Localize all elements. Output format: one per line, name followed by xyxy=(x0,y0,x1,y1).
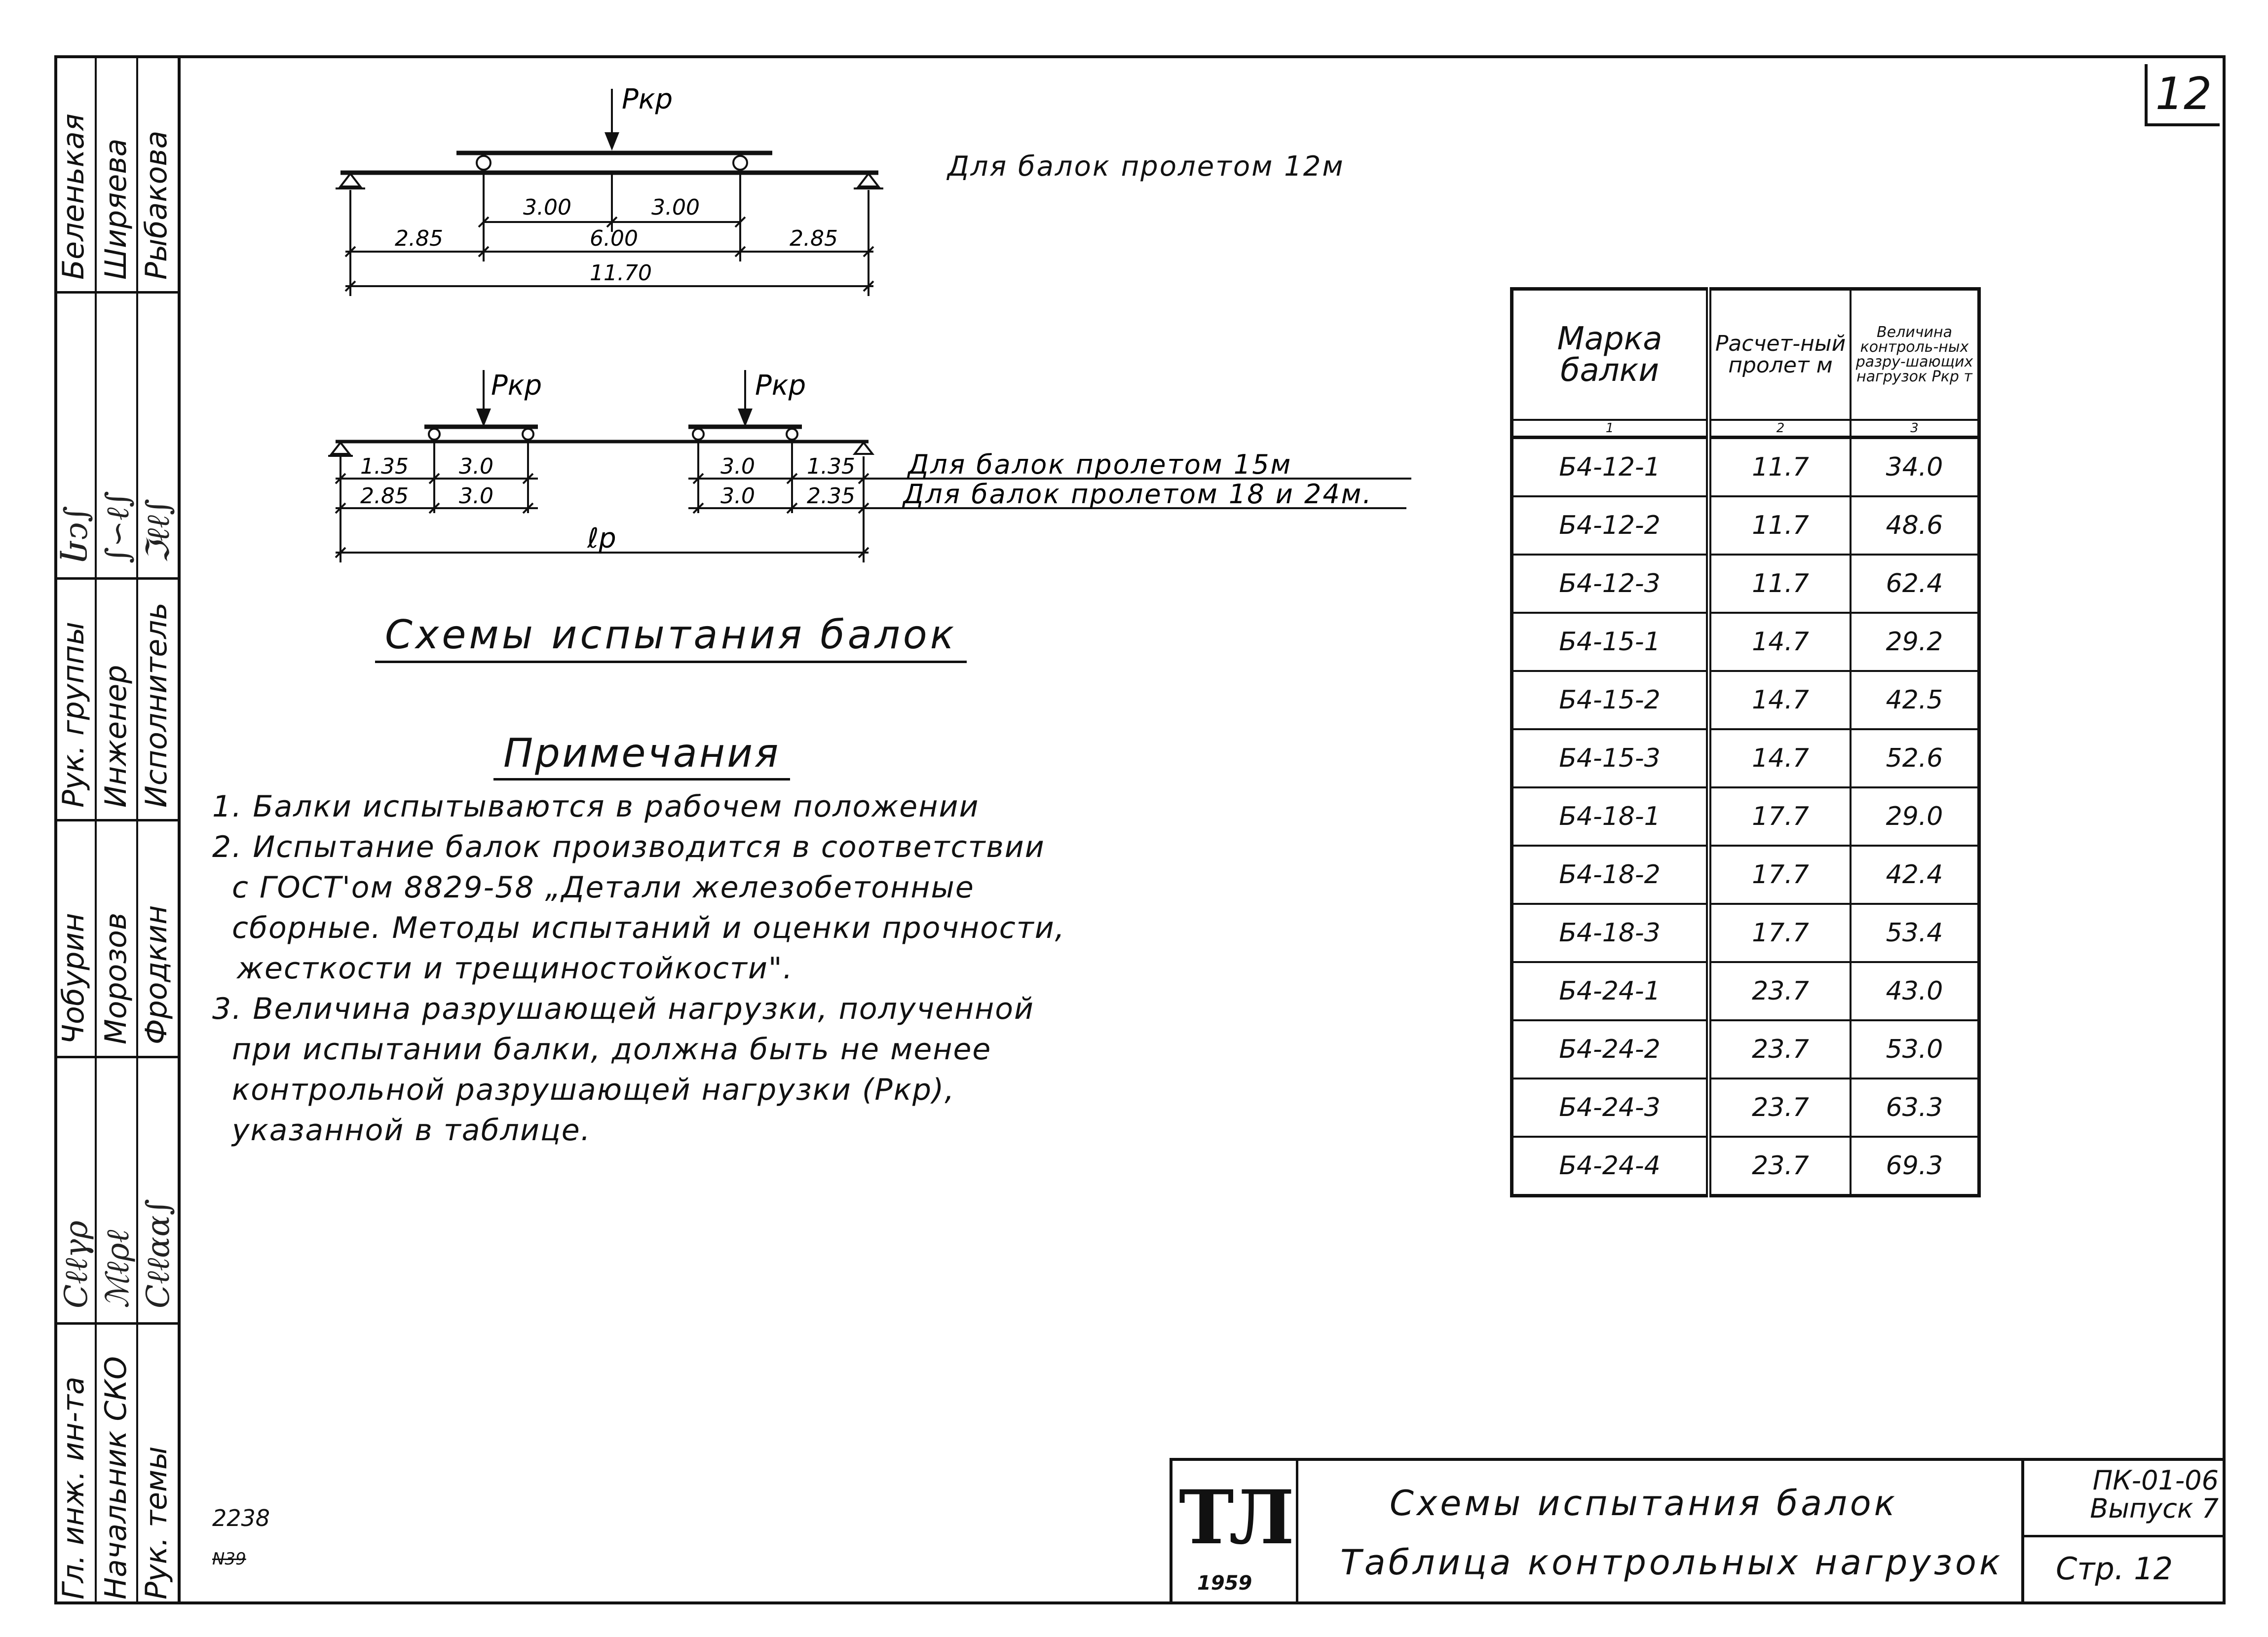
design-span: 23.7 xyxy=(1709,1020,1851,1079)
design-span: 14.7 xyxy=(1709,671,1851,729)
dim-label: 6.00 xyxy=(590,226,638,251)
note-line: 2. Испытание балок производится в соответствии xyxy=(212,830,1045,864)
tb-divider xyxy=(2021,1535,2226,1537)
stamp-row-divider xyxy=(54,1322,181,1325)
table-row xyxy=(1512,496,1979,555)
header-mark: Марка балки xyxy=(1512,289,1709,420)
document-code xyxy=(2041,1467,2219,1523)
table-row xyxy=(1512,962,1979,1020)
stamp-name: Рыбакова xyxy=(139,130,174,280)
dim-label: 2.85 xyxy=(360,484,409,509)
control-load: 29.0 xyxy=(1851,787,1979,846)
page-label: Стр. 12 xyxy=(2056,1551,2173,1587)
approval-stamp xyxy=(54,55,181,1604)
note-line: указанной в таблице. xyxy=(232,1113,591,1148)
control-load: 42.4 xyxy=(1851,846,1979,904)
dim-label: 3.0 xyxy=(720,484,755,509)
beam-mark: Б4-24-1 xyxy=(1512,962,1709,1020)
beam-mark: Б4-15-1 xyxy=(1512,613,1709,671)
control-load: 62.4 xyxy=(1851,555,1979,613)
stamp-role: Рук. группы xyxy=(56,621,91,808)
control-load: 34.0 xyxy=(1851,437,1979,496)
stamp-name: Морозов xyxy=(99,912,133,1044)
archive-number: 2238 xyxy=(212,1505,270,1531)
dim-label: 2.35 xyxy=(807,484,855,509)
control-load: 69.3 xyxy=(1851,1137,1979,1196)
logo-year: 1959 xyxy=(1197,1572,1252,1595)
stamp-name: Фродкин xyxy=(139,905,174,1044)
doc-code: ПК-01-06 xyxy=(2092,1465,2219,1496)
control-load: 53.0 xyxy=(1851,1020,1979,1079)
dim-label: 2.85 xyxy=(395,226,443,251)
stamp-col-divider xyxy=(136,55,138,1604)
dim-label: 3.0 xyxy=(459,484,493,509)
control-load: 48.6 xyxy=(1851,496,1979,555)
stamp-row-divider xyxy=(54,819,181,821)
stamp-col-divider xyxy=(95,55,97,1604)
header-span: Расчет-ный пролет м xyxy=(1709,289,1851,420)
control-load: 63.3 xyxy=(1851,1079,1979,1137)
stamp-row-divider xyxy=(54,291,181,294)
doc-issue: Выпуск 7 xyxy=(2090,1492,2219,1524)
beam-mark: Б4-18-1 xyxy=(1512,787,1709,846)
signature: ℳℓρℓ xyxy=(100,1229,136,1308)
signature: ℑℓℓ∫ xyxy=(140,498,177,563)
table-row xyxy=(1512,1079,1979,1137)
dim-label: 2.85 xyxy=(790,226,838,251)
table-row xyxy=(1512,613,1979,671)
design-span: 17.7 xyxy=(1709,787,1851,846)
table-header-row xyxy=(1512,289,1979,420)
note-line: сборные. Методы испытаний и оценки прочности, xyxy=(232,911,1065,945)
table-row xyxy=(1512,555,1979,613)
load-label: Ркр xyxy=(491,370,542,402)
table-row xyxy=(1512,787,1979,846)
design-span: 23.7 xyxy=(1709,1079,1851,1137)
control-load: 43.0 xyxy=(1851,962,1979,1020)
beam-mark: Б4-24-4 xyxy=(1512,1137,1709,1196)
beam-diagram-12m xyxy=(326,79,1115,316)
sheet-title-1: Схемы испытания балок xyxy=(1390,1483,1898,1524)
caption-12m: Для балок пролетом 12м xyxy=(947,150,1345,183)
column-number: 2 xyxy=(1709,420,1851,438)
design-span: 17.7 xyxy=(1709,846,1851,904)
beam-mark: Б4-12-1 xyxy=(1512,437,1709,496)
stamp-name: Беленькая xyxy=(56,113,91,280)
load-label: Ркр xyxy=(755,370,806,402)
dim-label: 11.70 xyxy=(590,260,652,286)
beam-mark: Б4-18-2 xyxy=(1512,846,1709,904)
title-block xyxy=(1170,1458,2226,1604)
notes-heading: Примечания xyxy=(493,730,790,781)
note-line: контрольной разрушающей нагрузки (Ркр), xyxy=(232,1073,955,1107)
stamp-row-divider xyxy=(54,1056,181,1058)
stamp-name: Чобурин xyxy=(56,913,91,1044)
beam-mark: Б4-18-3 xyxy=(1512,904,1709,962)
tb-divider xyxy=(2021,1461,2024,1604)
dim-label: 3.0 xyxy=(720,454,755,479)
sheet-title-2: Таблица контрольных нагрузок xyxy=(1340,1542,2003,1583)
control-load: 42.5 xyxy=(1851,671,1979,729)
design-span: 23.7 xyxy=(1709,962,1851,1020)
note-line: при испытании балки, должна быть не менее xyxy=(232,1032,992,1067)
design-span: 11.7 xyxy=(1709,555,1851,613)
load-label: Ркр xyxy=(622,83,673,115)
dim-label: 1.35 xyxy=(360,454,409,479)
table-row xyxy=(1512,729,1979,787)
beam-mark: Б4-24-3 xyxy=(1512,1079,1709,1137)
stamp-role: Начальник СКО xyxy=(99,1356,133,1600)
note-line: жесткости и трещиностойкости". xyxy=(237,951,794,986)
control-load: 52.6 xyxy=(1851,729,1979,787)
control-load: 53.4 xyxy=(1851,904,1979,962)
stamp-row-divider xyxy=(54,577,181,580)
table-row xyxy=(1512,904,1979,962)
dim-label: 3.0 xyxy=(459,454,493,479)
column-number: 3 xyxy=(1851,420,1979,438)
table-row xyxy=(1512,437,1979,496)
table-row xyxy=(1512,1020,1979,1079)
table-row xyxy=(1512,671,1979,729)
design-span: 17.7 xyxy=(1709,904,1851,962)
caption-18-24m: Для балок пролетом 18 и 24м. xyxy=(903,479,1373,510)
stamp-role: Гл. инж. ин-та xyxy=(56,1377,91,1600)
column-number-row xyxy=(1512,420,1979,438)
beam-diagram-15-24m xyxy=(321,365,1456,572)
beam-mark: Б4-24-2 xyxy=(1512,1020,1709,1079)
tb-divider xyxy=(1296,1461,1298,1604)
section-title: Схемы испытания балок xyxy=(375,612,967,663)
caption-15m: Для балок пролетом 15м xyxy=(908,449,1292,480)
logo: ТЛ xyxy=(1178,1474,1290,1561)
beam-mark: Б4-15-2 xyxy=(1512,671,1709,729)
note-line: с ГОСТ'ом 8829-58 „Детали железобетонные xyxy=(232,870,975,905)
signature: ∫∽ℓ∫ xyxy=(100,491,136,563)
stamp-name: Ширяева xyxy=(99,138,133,280)
signature: Сℓℓαα∫ xyxy=(140,1198,177,1308)
note-line: 1. Балки испытываются в рабочем положении xyxy=(212,789,980,824)
table-row xyxy=(1512,846,1979,904)
design-span: 23.7 xyxy=(1709,1137,1851,1196)
beam-mark: Б4-15-3 xyxy=(1512,729,1709,787)
signature: Сℓℓγρ xyxy=(58,1220,95,1308)
beam-mark: Б4-12-3 xyxy=(1512,555,1709,613)
archive-small-number: N39 xyxy=(212,1549,246,1569)
design-span: 14.7 xyxy=(1709,613,1851,671)
stamp-role: Рук. темы xyxy=(139,1446,174,1600)
span-label: ℓр xyxy=(587,522,616,555)
sheet-number: 12 xyxy=(2145,64,2220,126)
dim-label: 1.35 xyxy=(807,454,855,479)
dim-label: 3.00 xyxy=(523,195,571,220)
signature: Ⴑↄ∫ xyxy=(58,506,95,563)
column-number: 1 xyxy=(1512,420,1709,438)
control-load: 29.2 xyxy=(1851,613,1979,671)
note-line: 3. Величина разрушающей нагрузки, полученной xyxy=(212,992,1034,1026)
table-row xyxy=(1512,1137,1979,1196)
stamp-role: Инженер xyxy=(99,665,133,808)
stamp-role: Исполнитель xyxy=(139,602,174,808)
dim-label: 3.00 xyxy=(651,195,700,220)
design-span: 11.7 xyxy=(1709,496,1851,555)
beam-mark: Б4-12-2 xyxy=(1512,496,1709,555)
design-span: 14.7 xyxy=(1709,729,1851,787)
header-load: Величина контроль-ных разру-шающих нагрузок Ркр т xyxy=(1851,289,1979,420)
control-loads-table xyxy=(1510,287,1981,1197)
design-span: 11.7 xyxy=(1709,437,1851,496)
